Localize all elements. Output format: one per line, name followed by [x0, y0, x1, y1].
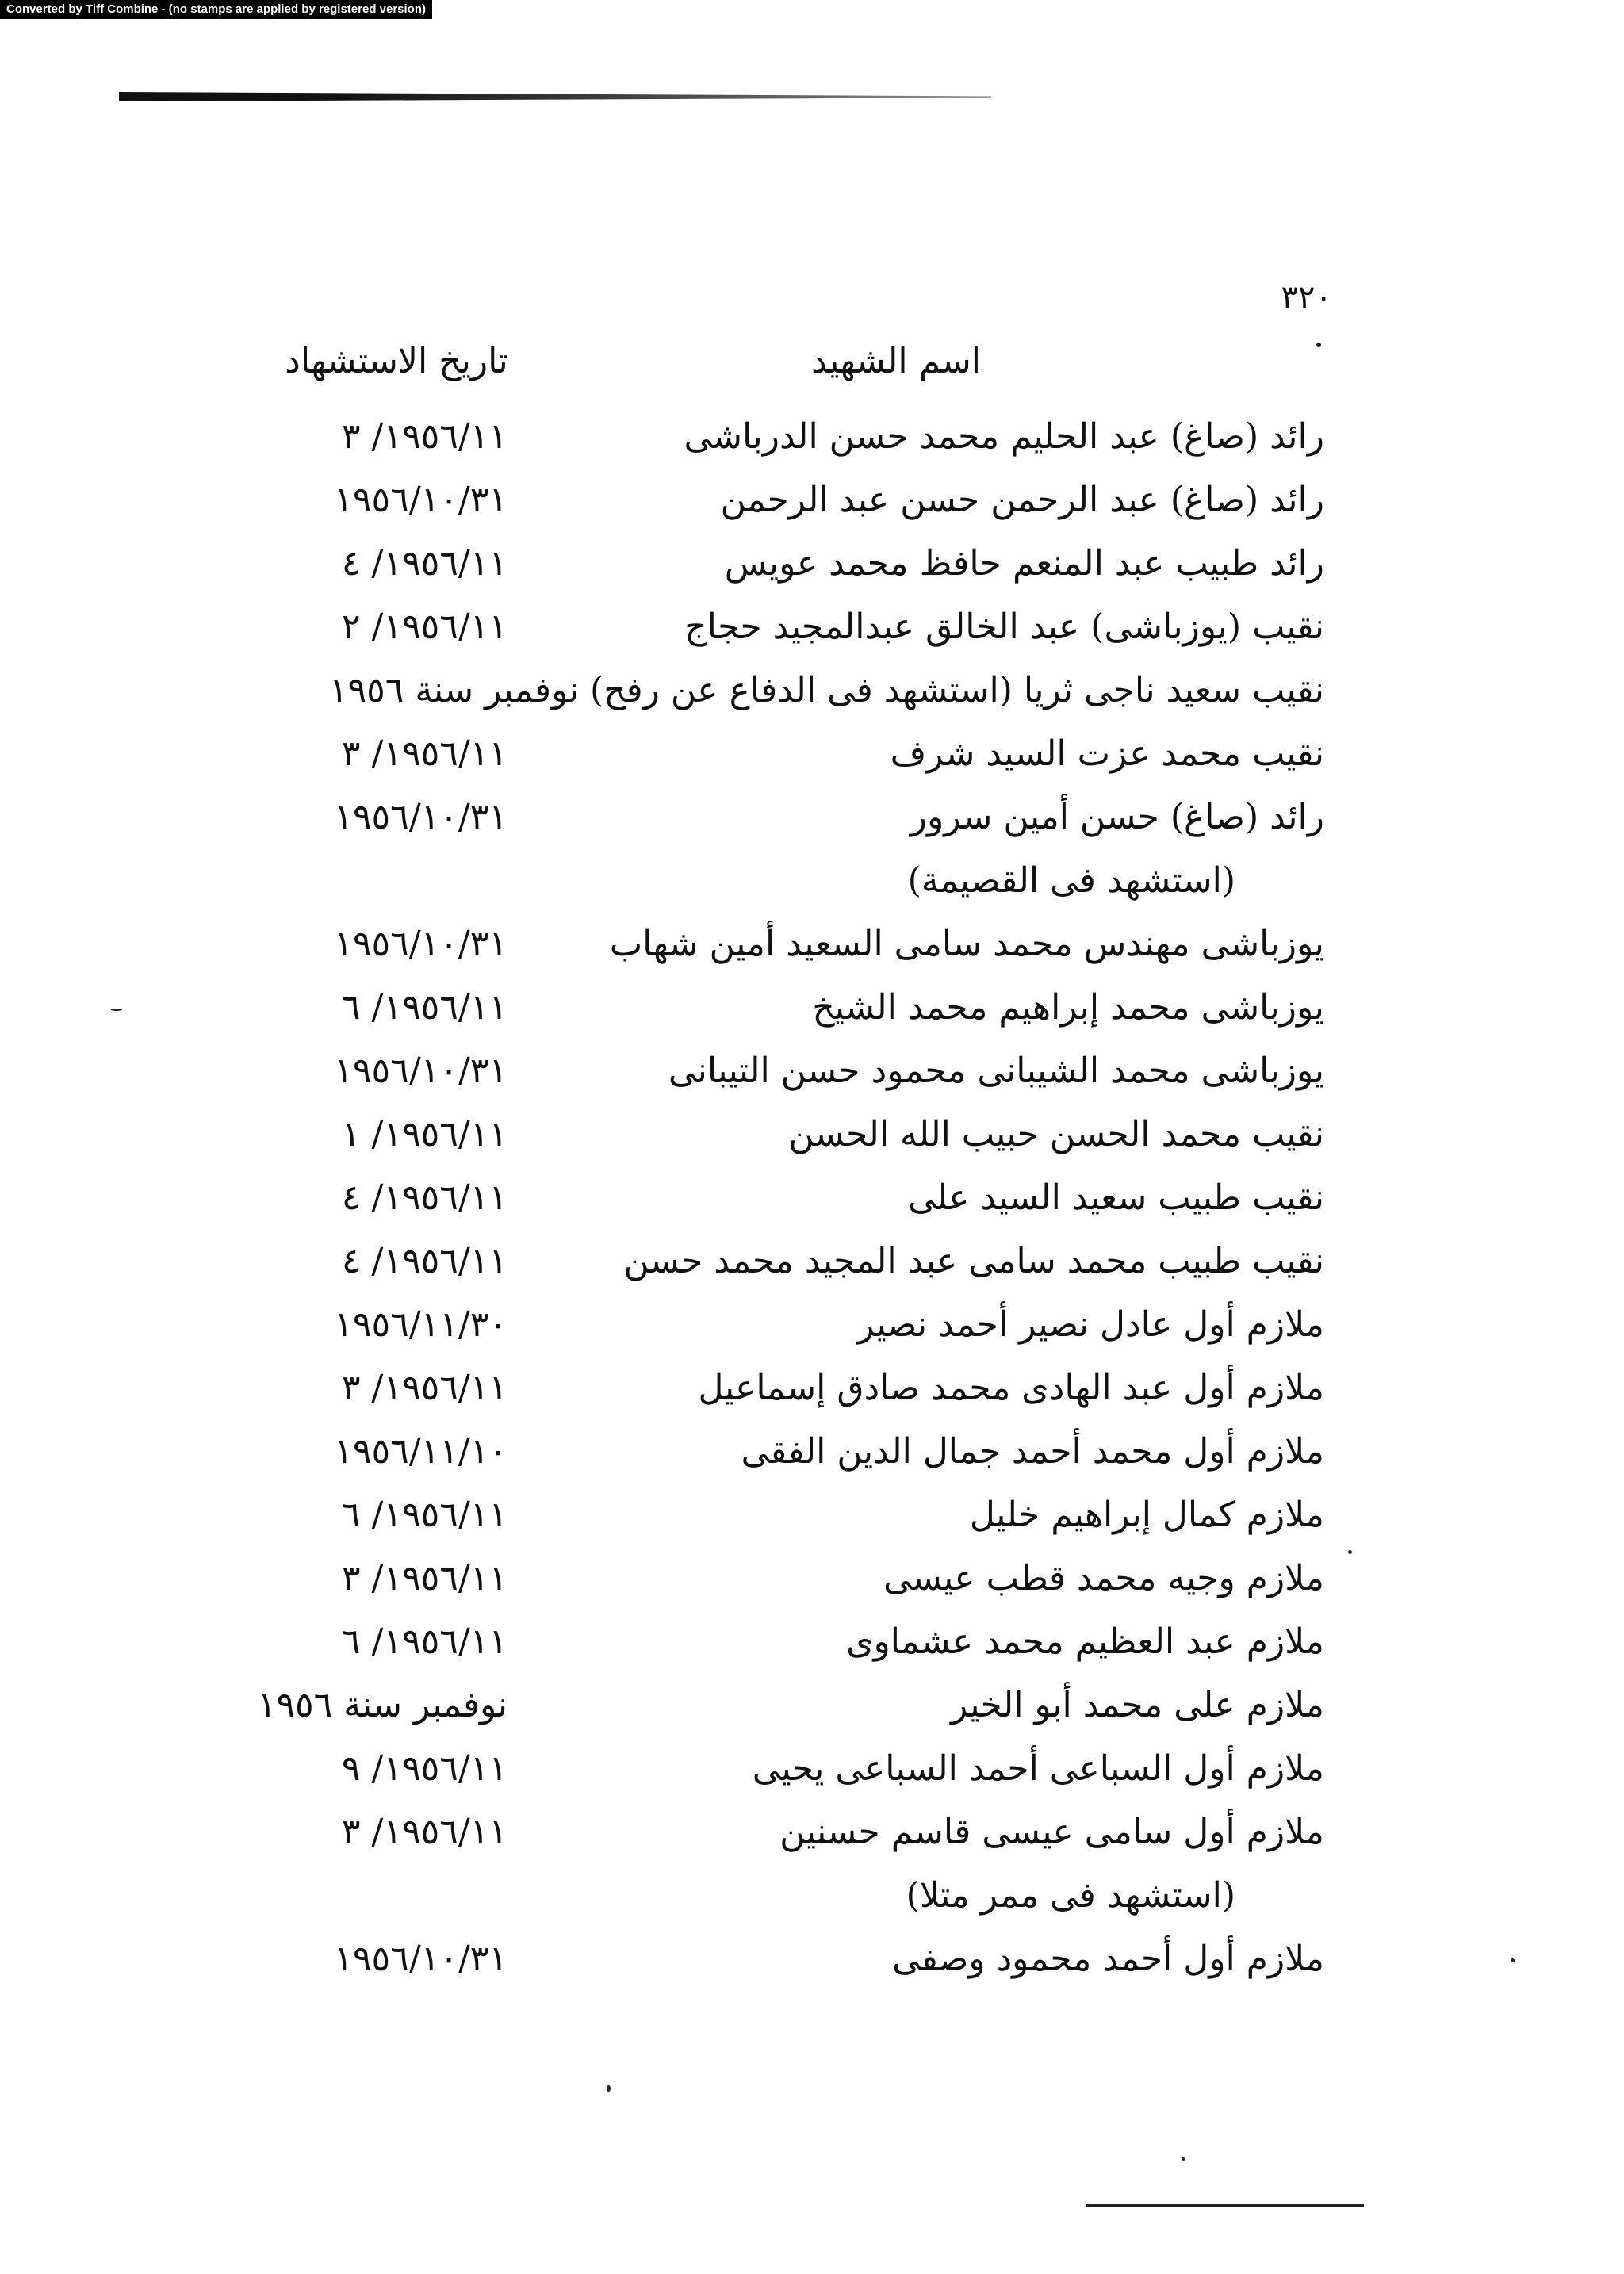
scan-speck: [1348, 1550, 1352, 1554]
martyr-note: (استشهد فى ممر متلا): [906, 1875, 1235, 1916]
list-row: [0, 607, 1624, 670]
list-row: [0, 543, 1624, 607]
martyr-name: يوزباشى مهندس محمد سامى السعيد أمين شهاب: [609, 924, 1324, 964]
martyr-name-full-line: نقيب سعيد ناجى ثريا (استشهد فى الدفاع عن رفح) نوفمبر سنة ١٩٥٦: [328, 670, 1324, 710]
martyr-date: ١٩٥٦/١٠/٣١: [334, 480, 508, 520]
martyr-name: يوزباشى محمد الشيبانى محمود حسن التيبانى: [668, 1051, 1324, 1091]
list-row: [0, 480, 1624, 543]
list-row: [0, 797, 1624, 860]
list-row: [0, 1368, 1624, 1431]
martyr-name: رائد (صاغ) حسن أمين سرور: [910, 797, 1324, 837]
martyr-name: ملازم أول عادل نصير أحمد نصير: [857, 1304, 1324, 1345]
martyr-name: ملازم كمال إبراهيم خليل: [969, 1495, 1324, 1535]
martyr-name: ملازم أول أحمد محمود وصفى: [892, 1939, 1324, 1979]
martyr-date: ١٩٥٦/١١/ ٩: [341, 1748, 508, 1789]
martyr-name: يوزباشى محمد إبراهيم محمد الشيخ: [812, 987, 1324, 1028]
list-row: [0, 1177, 1624, 1241]
martyr-name: رائد (صاغ) عبد الرحمن حسن عبد الرحمن: [720, 480, 1324, 520]
list-row: [0, 1685, 1624, 1748]
martyr-date: ١٩٥٦/١١/ ٤: [341, 1241, 508, 1281]
martyr-name: ملازم وجيه محمد قطب عيسى: [883, 1558, 1324, 1598]
scan-speck: [1316, 343, 1321, 347]
column-header-name: اسم الشهيد: [811, 341, 981, 381]
martyr-note: (استشهد فى القصيمة): [907, 860, 1235, 901]
martyr-date: ١٩٥٦/١١/ ٦: [341, 987, 508, 1028]
scan-speck: [607, 2085, 611, 2092]
scan-speck: [1182, 2157, 1185, 2161]
martyr-name: ملازم أول سامى عيسى قاسم حسنين: [779, 1812, 1324, 1852]
list-row: [0, 1304, 1624, 1368]
martyr-date: ١٩٥٦/١١/ ٣: [341, 1558, 508, 1598]
martyr-name: نقيب محمد الحسن حبيب الله الحسن: [788, 1114, 1324, 1154]
martyr-date: ١٩٥٦/١١/ ٢: [341, 607, 508, 647]
martyr-name: نقيب (يوزباشى) عبد الخالق عبدالمجيد حجاج: [684, 607, 1324, 647]
martyr-name: ملازم أول محمد أحمد جمال الدين الفقى: [741, 1431, 1324, 1472]
martyr-date: ١٩٥٦/١١/ ٣: [341, 1368, 508, 1408]
martyr-name: نقيب طبيب محمد سامى عبد المجيد محمد حسن: [623, 1241, 1324, 1281]
martyr-name: نقيب محمد عزت السيد شرف: [890, 733, 1324, 774]
martyr-date: ١٩٥٦/١١/١٠: [334, 1431, 508, 1472]
martyr-name: رائد طبيب عبد المنعم حافظ محمد عويس: [724, 543, 1324, 584]
martyr-name: ملازم عبد العظيم محمد عشماوى: [846, 1621, 1324, 1662]
martyr-date: نوفمبر سنة ١٩٥٦: [257, 1685, 508, 1725]
list-row: [0, 1621, 1624, 1685]
list-row: [0, 1431, 1624, 1495]
list-row: [0, 987, 1624, 1051]
list-row-note: [0, 1875, 1624, 1939]
martyr-date: ١٩٥٦/١١/ ٦: [341, 1621, 508, 1662]
bottom-rule: [1086, 2204, 1364, 2207]
converter-banner: Converted by Tiff Combine - (no stamps are applied by registered version): [0, 0, 432, 19]
martyr-name: رائد (صاغ) عبد الحليم محمد حسن الدرباشى: [684, 416, 1324, 457]
martyr-name: نقيب طبيب سعيد السيد على: [908, 1177, 1324, 1218]
list-row: [0, 670, 1624, 733]
martyr-name: ملازم أول عبد الهادى محمد صادق إسماعيل: [698, 1368, 1324, 1408]
martyr-date: ١٩٥٦/١١/ ١: [341, 1114, 508, 1154]
martyr-date: ١٩٥٦/١١/ ٤: [341, 1177, 508, 1218]
column-header-date: تاريخ الاستشهاد: [285, 341, 508, 381]
martyr-date: ١٩٥٦/١١/ ٤: [341, 543, 508, 584]
list-row: [0, 1495, 1624, 1558]
martyr-date: ١٩٥٦/١١/ ٦: [341, 1495, 508, 1535]
list-row: [0, 1558, 1624, 1621]
list-row: [0, 733, 1624, 797]
martyr-date: ١٩٥٦/١٠/٣١: [334, 797, 508, 837]
top-rule: [119, 92, 991, 101]
list-row: [0, 1051, 1624, 1114]
list-row: [0, 1114, 1624, 1177]
martyr-date: ١٩٥٦/١٠/٣١: [334, 1051, 508, 1091]
martyr-date: ١٩٥٦/١١/٣٠: [334, 1304, 508, 1345]
scan-speck: [111, 1009, 122, 1011]
martyr-date: ١٩٥٦/١١/ ٣: [341, 733, 508, 774]
list-row: [0, 1748, 1624, 1812]
martyr-name: ملازم على محمد أبو الخير: [950, 1685, 1324, 1725]
list-row-note: [0, 860, 1624, 924]
list-row: [0, 1241, 1624, 1304]
martyr-date: ١٩٥٦/١١/ ٣: [341, 416, 508, 457]
list-row: [0, 416, 1624, 480]
page-number: ٣٢٠: [1281, 279, 1332, 316]
list-row: [0, 1939, 1624, 2002]
list-row: [0, 1812, 1624, 1875]
martyr-name: ملازم أول السباعى أحمد السباعى يحيى: [752, 1748, 1324, 1789]
list-row: [0, 924, 1624, 987]
scan-speck: [1511, 1958, 1515, 1962]
martyr-date: ١٩٥٦/١٠/٣١: [334, 924, 508, 964]
martyr-date: ١٩٥٦/١١/ ٣: [341, 1812, 508, 1852]
martyr-date: ١٩٥٦/١٠/٣١: [334, 1939, 508, 1979]
